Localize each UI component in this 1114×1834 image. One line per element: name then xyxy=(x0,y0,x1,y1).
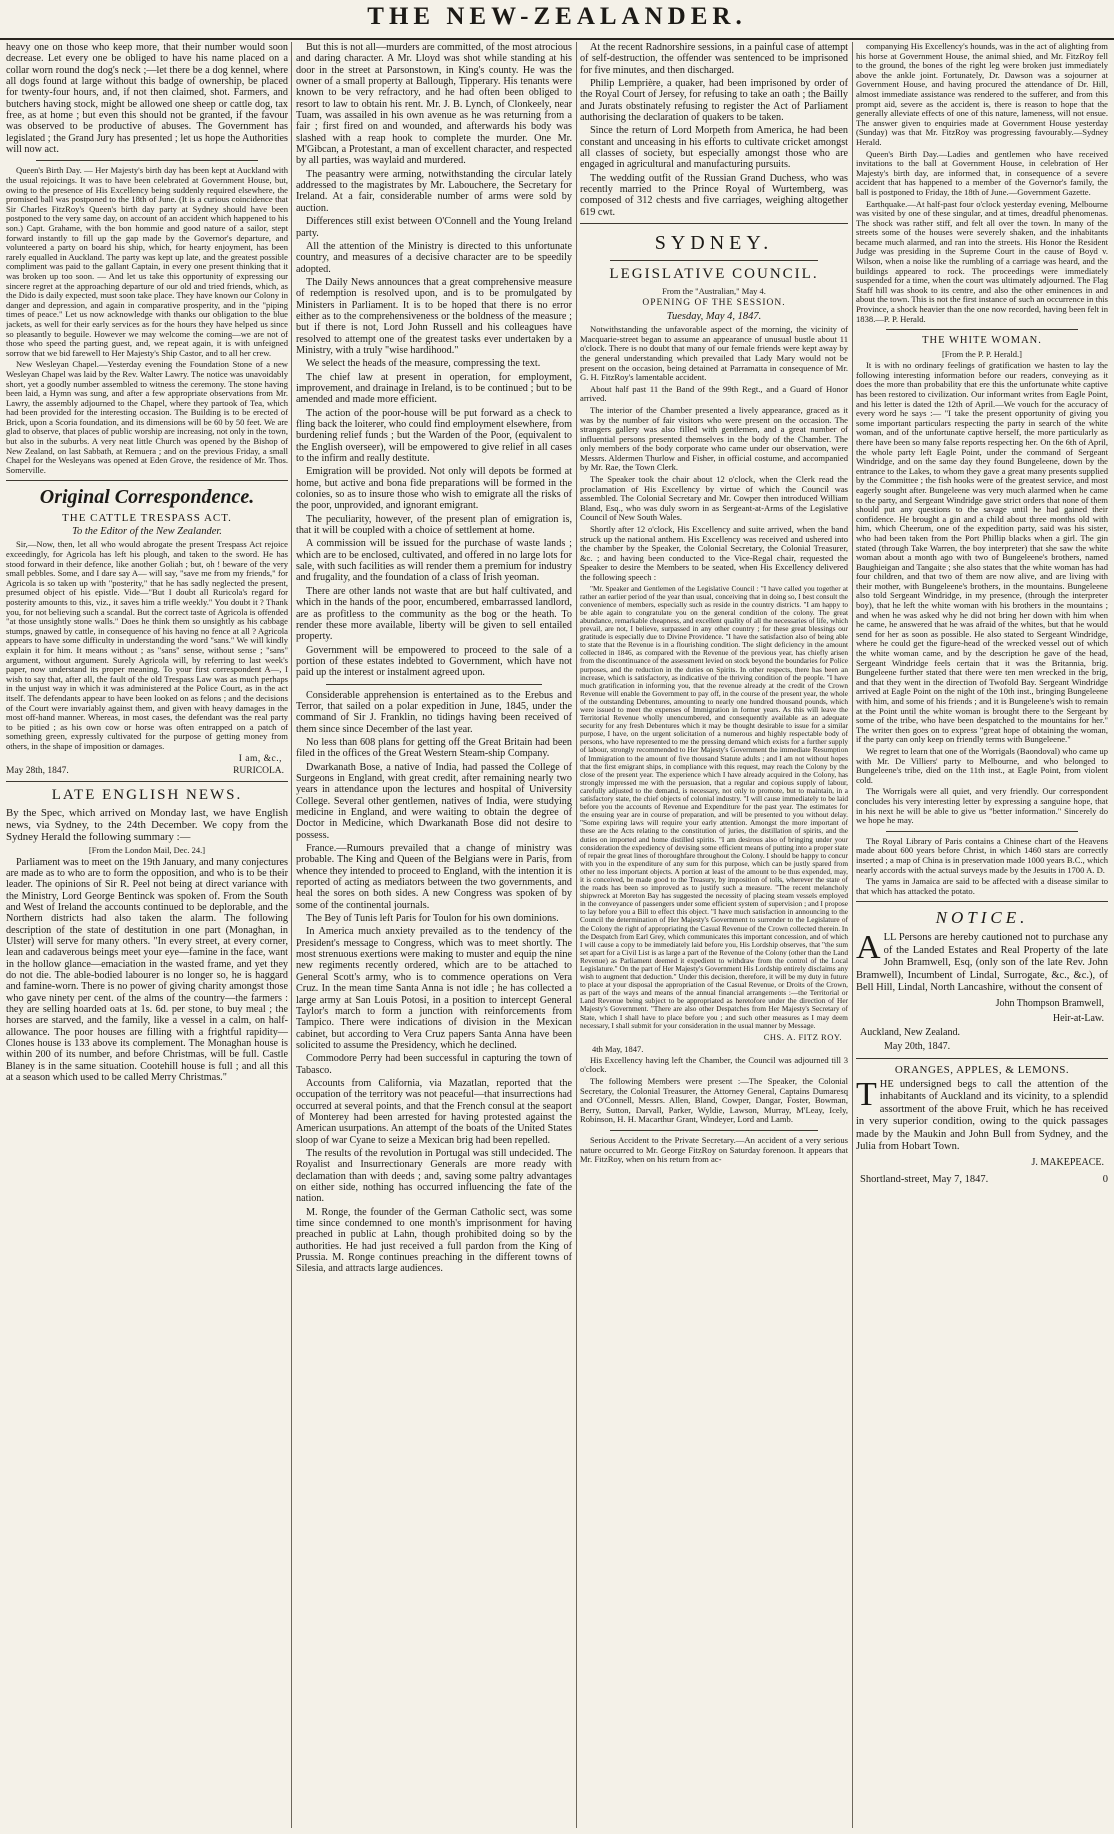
paragraph: Considerable apprehension is entertained as to the Erebus and Terror, that sailed on a polar expedition in June, 1845, under the command of Sir J. Franklin, no tidings having been received of them since since December of the last year. xyxy=(296,689,572,735)
divider xyxy=(326,684,542,685)
paragraph: M. Ronge, the founder of the German Catholic sect, was some time since condemned to one month's imprisonment for having preached in public at Lahn, though prohibited doing so by the authorities. He had just received a full pardon from the King of Prussia. M. Ronge continues preaching in the different towns of Silesia, and attracts large audiences. xyxy=(296,1206,572,1275)
notice-signature-name: John Thompson Bramwell, xyxy=(995,997,1104,1009)
late-news-body: Parliament was to meet on the 19th January, and many conjectures are made as to who are to form the opposition, and who is to be their leader. The opinions of Sir R. Peel not being at direct variance with the Ministry, Lord George Bentinck was spoken of. From the South and West of Ireland the accounts continued to be deplorable, and the Northern districts had also taken the alarm. The following description of the state of destitution in one part (Monaghan, in Ulster) will serve for many others. "In every street, at every corner, lean and cadaverous beings meet your eye—famine in the face, want in the hollow glance—emaciation in the wasted frame, and yet they do not die. The able-bodied labourer is no longer so, he is haggard and famine-worn. There is no power of giving charity amongst those who gave ninety per cent. of the alms of the country—the farmers : they are selling hoarded oats at 1s. 6d. per stone, to buy meal ; the horses are starved, and the family, like a vessel in a calm, on half-allowance. The poor houses are filling with a frightful rapidity—Clones house is 133 above its complement. The Monaghan house is within 200 of its number, and before Christmas, will be full. Castle Blaney is in the same situation. Cootehill house is full ; and all this at a season which used to be called Merry Christmas." xyxy=(6,856,288,1084)
paragraph: A commission will be issued for the purchase of waste lands ; which are to be enclosed, cultivated, and offered in no large lots for sale, with such facilities as will render them a premium for industry and frugality, and the foundation of a class of Irish yeoman. xyxy=(296,538,572,584)
paragraph: The Speaker took the chair about 12 o'clock, when the Clerk read the proclamation of His Excellency by virtue of which the Council was assembled. The Colonial Secretary and Mr. Cowper then introduced William Bland, Esq., who was duly sworn in as Sergeant-at-Arms of the Legislative Council of New South Wales. xyxy=(580,474,848,523)
paragraph: Government will be empowered to proceed to the sale of a portion of these estates indebted to Government, which have not paid up the interest or instalment agreed upon. xyxy=(296,644,572,679)
paragraph: Queen's Birth Day.—Ladies and gentlemen who have received invitations to the ball at Government House, in celebration of Her Majesty's birth day, are informed that, in consequence of a severe accident that has happened to a member of the Governor's family, the ball is postponed to Friday, the 18th of June.—Government Gazette. xyxy=(856,148,1108,197)
masthead xyxy=(0,0,1114,40)
column-1 xyxy=(6,42,288,1828)
divider xyxy=(610,1130,818,1131)
late-news-intro: By the Spec, which arrived on Monday last, we have English news, via Sydney, to the 24th December. We copy from the Sydney Herald the following summary :— xyxy=(6,806,288,843)
section-header-correspondence: Original Correspondence. xyxy=(39,486,255,509)
advertiser-address: Shortland-street, May 7, 1847. xyxy=(860,1173,989,1185)
notice-advertisement xyxy=(856,908,1108,1053)
paragraph: companying His Excellency's hounds, was in the act of alighting from his horse at Government House, the animal shied, and Mr. FitzRoy fell to the ground, the bones of the right leg were broken just immediately above the ankle joint. Fortunately, Dr. Dawson was a sojourner at Government House, and having procured the attendance of Dr. Hill, almost immediate assistance was rendered to the sufferer, and from this prompt aid, severe as the accident is, there is reason to hope that the generally alleviate effects of one of this nature, lameness, will not ensue. The answer given to enquiries made at Government House yesterday (Sunday) was that Mr. FitzRoy was progressing favourably.—Sydney Herald. xyxy=(856,42,1108,147)
paragraph: The interior of the Chamber presented a lively appearance, graced as it was by the number of fair visitors who were present on the occasion. The strangers gallery was also filled with gentlemen, and a great number of influential persons presented themselves in the body of the Chamber. The only members of the body corporate who came under our observation, were Messrs. Aldermen Thurlow and Fisher, in official costume, and accompanied by Mr. Rae, the Town Clerk. xyxy=(580,404,848,473)
section-header-sydney: SYDNEY. xyxy=(654,232,774,255)
paragraph: No less than 608 plans for getting off the Great Britain had been filed in the offices of the Great Western Steam-ship Company. xyxy=(296,736,572,760)
paragraph: Dwarkanath Bose, a native of India, had passed the College of Surgeons in England, with great credit, after remaining nearly two years in attendance upon the lectures and hospital of University College. Several other gentlemen, natives of India, were studying medicine in England, and were waiting to obtain the degree of Doctor in Medicine, which Dwarkanath Bose did not desire to possess. xyxy=(296,761,572,841)
divider xyxy=(856,1058,1108,1059)
paragraph: The following Members were present :—The Speaker, the Colonial Secretary, the Colonial Treasurer, the Attorney General, Captains Dumaresq and O'Connell, Messrs. Allen, Bland, Cowper, Dangar, Foster, Bowman, Berry, Sutton, Darvall, Parker, Wyldie, Lawson, Murray, M'Leay, Icely, Robinson, H. H. Macarthur Grant, Windeyer, Lord and Lamb. xyxy=(580,1075,848,1125)
column-rule xyxy=(291,42,292,1828)
advertisement-footer xyxy=(860,1174,1108,1185)
paragraph: The Royal Library of Paris contains a Chinese chart of the Heavens made about 600 years before Christ, in which 1460 stars are correctly inserted ; a map of China is in preservation made 1000 years B.C., which nearly accords with the actual surveys made by the Jesuits in 1700 A. D. xyxy=(856,835,1108,875)
paragraph: Emigration will be provided. Not only will depots be formed at home, but active and bona fide preparations will be formed in the colonies, so as to insure those who wish to emigrate all the risks of the poor, unprovided, and ignorant emigrant. xyxy=(296,466,572,512)
paragraph: Notwithstanding the unfavorable aspect of the morning, the vicinity of Macquarie-street began to assume an appearance of unusual bustle about 11 o'clock. There is no doubt that many of our female friends were kept away by the general understanding which prevailed that Lady Mary would not be present on the occasion, being detained at Parramatta in consequence of Mr. G. H. FitzRoy's lamentable accident. xyxy=(580,324,848,383)
fruit-advertisement-body: HE undersigned begs to call the attention of the inhabitants of Auckland and its vicinity, to a splendid assortment of the above Fruit, which he has received in very superior condition, owing to the quick passages made by the Maukin and John Bull from Sydney, and the Julia from Hobart Town. xyxy=(856,1078,1108,1153)
column-4 xyxy=(856,42,1108,1828)
notice-date: May 20th, 1847. xyxy=(884,1040,951,1052)
notice-body: LL Persons are hereby cautioned not to purchase any of the Landed Estates and Real Property of the late John Bramwell, Esq, (only son of the late Rev. John Bramwell), Incumbent of Lindal, Surrogate, &c., &c.), of Bell Hill, Lindal, North Lancashire, without the consent of xyxy=(856,932,1108,994)
paragraph: Philip Lemprière, a quaker, had been imprisoned by order of the Royal Court of Jersey, for refusing to take an oath ; the Bailly and Jurats obstinately refusing to register the Act of Parliament authorising the declaration of quakers to be taken. xyxy=(580,78,848,124)
white-woman-article: It is with no ordinary feelings of gratification we hasten to lay the following interesting information before our readers, conveying as it does the more than probability that ere this the unfortunate white captive has been restored to civilization. Our informant writes from Eagle Point, and his letter is dated the 12th of April.—We vouch for the accuracy of every word he says :— "I take the present opportunity of giving you some important particulars respecting the party in search of the white woman, and of the unfortunate captive herself, the more particularly as there have been so many false reports respecting her. On the 6th of April, the whole party left Eagle Point, under the command of Sergeant Windridge, and on the same day they found Bungeleene, down by the entrance to the Lakes, to whom they gave a great many presents supplied by the Committee ; the fish hooks were of the greatest service, and most eagerly sought after. Bungeleene was very much alarmed when he came to the party, and Sergeant Windridge gave strict orders that none of them should put any questions to the savage until he had gained their confidence. He brought a gin and a child about three months old with him, which Cheerum, one of the expedition party, said was his sister, who had been taken from the Port Phillip blacks when a girl. The gin stated (through Take Warren, the boy interpreter) that she saw the white woman about a month ago with two of Bungeleene's brothers, named Baughieigan and Tangaite ; she also states that the white woman has had four children, and that two of them are now alive, and are living with their mother, with Bungeleene's brothers, in the mountains. Bungeleene also told Sergeant Windridge, in my presence, (through the interpreter boy), that he left the white woman with his brothers in the mountains ; and when he was asked why he did not bring her down with him when he came, he answered that he was afraid of the whites, but that he would send for her as soon as possible. He also stated to Sergeant Windridge, where he could get the figure-head of the wrecked vessel out of which the white woman came, and by the description he gave of the head, Sergeant Windridge feels certain that it was the Britannia, brig. Bungeleene further stated that there were ten men wrecked in the brig, and that they went in the direction of Twofold Bay. Sergeant Windridge arrived at Eagle Point on the night of the 10th inst., bringing Bungeleene with him, and some of his friends ; and it is Bungeleene's wish to remain at the Point until the white woman is brought there to the Sergeant by some of the tribe, who have been despatched to the mountains for her." The writer then goes on to express "great hope of obtaining the woman, if the party can only keep on friendly terms with Bungeleene." xyxy=(856,360,1108,745)
paragraph: Differences still exist between O'Connell and the Young Ireland party. xyxy=(296,216,572,239)
divider xyxy=(886,831,1078,832)
paragraph: France.—Rumours prevailed that a change of ministry was probable. The King and Queen of the Belgians were in Paris, from whence they intended to proceed to England, with the intention it is reported of acting as mediators between the two governments, and heal the sores on both sides. A new Congress was spoken of by some of the continental journals. xyxy=(296,843,572,911)
divider xyxy=(580,223,848,224)
paragraph: But this is not all—murders are committed, of the most atrocious and daring character. A Mr. Lloyd was shot while standing at his door in the street at Parsonstown, in King's county. He was the owner of a small property at Ballough, Tipperary. His tenants were known to be very refractory, and he had often been obliged to resort to law to obtain his rent. Mr. J. B. Lynch, of Clonkeely, near Tuam, was assailed in his own avenue as he was returning from a fair ; first fired on and wounded, and afterwards his body was slashed with a reap hook to complete the murder. One Mr. M'Gibcan, a Protestant, a man of excellent character, and respected by all parties, was waylaid and murdered. xyxy=(296,42,572,167)
article-title: LEGISLATIVE COUNCIL. xyxy=(609,266,819,283)
letter-closing: I am, &c., xyxy=(238,753,282,764)
paragraph: Since the return of Lord Morpeth from America, he had been constant and unceasing in his efforts to cultivate cricket amongst all classes of society, but especially amongst those who are engaged in agricultural and manufacturing pursuits. xyxy=(580,125,848,171)
paragraph: The action of the poor-house will be put forward as a check to fling back the loiterer, who could find employment elsewhere, from burdening relief funds ; but the Warden of the Poor, (equivalent to the English overseer), will be empowered to give relief in all cases to the infirm and really destitute. xyxy=(296,407,572,465)
notice-place: Auckland, New Zealand. xyxy=(860,1026,960,1038)
paragraph: His Excellency having left the Chamber, the Council was adjourned till 3 o'clock. xyxy=(580,1054,848,1075)
advertisement-title: ORANGES, APPLES, & LEMONS. xyxy=(894,1063,1070,1076)
wesleyan-chapel-article: New Wesleyan Chapel.—Yesterday evening the Foundation Stone of a new Wesleyan Chapel was laid by the Rev. Walter Lawry. The notice was unavoidably short, yet a goodly number assembled to witness the ceremony. The stone having been laid, a Hymn was sung, and after a few appropriate observations from Mr. Lawry, the assembly adjourned to the Chapel, where they partook of Tea, which had been provided for the interesting occasion. The Building is to be erected of Brick, upon a Scoria foundation, and its dimensions will be 60 by 50 feet. We are glad to observe, that places of public worship are increasing, not only in the town, but also in the suburbs. A very neat little Church was opened by the Bishop of New Zealand, on last Sabbath, at Remuera ; and on the previous Friday, a small Chapel for the Wesleyans was opened at Eden Grove, the residence of Mr. Thos. Somerville. xyxy=(6,359,288,475)
paragraph: There are other lands not waste that are but half cultivated, and which in the hands of the poor, encumbered, embarrassed landlord, are as profitless to the community as the bog or the heath. To render these more available, liberty will be given to sell entailed property. xyxy=(296,585,572,643)
paragraph: The Worrigals were all quiet, and very friendly. Our correspondent concludes his very interesting letter by expressing a sanguine hope, that in his next he will be able to give us "better information." Sincerely do we hope he may. xyxy=(856,786,1108,826)
queens-birthday-article: Queen's Birth Day. — Her Majesty's birth day has been kept at Auckland with the usual rejoicings. It was to have been celebrated at Government House, but, owing to the presence of His Excellency being suddenly required elsewhere, the promised ball was postponed to the 18th of June. (It is a curious coincidence that Sir Charles FitzRoy's Queen's birth day party at Sydney should have been postponed to the very same day, on account of an accident which happened to his son.) Capt. Grahame, with the bon hommie and good nature of a sailor, stept forward instantly to fill up the gap made by the Governor's departure, and volunteered a party on board his ship, which, for hearty enjoyment, has been rarely equalled in Auckland. The party was kept up late, and the greatest possible compliment was paid to the gallant Captain, in every one present thinking that it was broken up too soon. — And let us take this opportunity of expressing our sincere regret at the approaching departure of our old and tried friends, which, as the Dido is daily expected, must soon take place. They have known our Colony in danger and depression, and again in comparative prosperity, and in the "piping times of peace." Let us now acknowledge with thanks our obligation to the blue jackets, as well for their early services as for the hours they have helped us since so pleasantly to beguile. However we may welcome the coming—we are not of those who speed the parting guest, and, we repeat again, it is with unfeigned sorrow that we bid farewell to Her Majesty's Ship Castor, and to all her crew. xyxy=(6,165,288,358)
paragraph: At the recent Radnorshire sessions, in a painful case of attempt of self-destruction, the offender was sentenced to be imprisoned for five minutes, and then discharged. xyxy=(580,42,848,76)
notice-signature-role: Heir-at-Law. xyxy=(1052,1012,1104,1024)
column-rule xyxy=(852,42,853,1828)
newspaper-title: THE NEW-ZEALANDER. xyxy=(367,3,747,30)
news-source: From the "Australian," May 4. xyxy=(662,286,766,297)
paragraph: Earthquake.—At half-past four o'clock yesterday evening, Melbourne was visited by one of these singular, and at times, dreadful phenomenas. The shock was rather stiff, and felt all over the town. In many of the streets some of the houses were severely shaken, and the inhabitants became much alarmed, and ran into the streets. His Honor the Resident Judge was presiding in the Supreme Court in the cause of Boyd v. Wilson, when a noise like the rumbling of a carriage was heard, and the buildings appeared to rock. The proceedings were immediately suspended for a time, when the court was ultimately adjourned. The Flag Staff hill was shook to its centre, and also the other eminences in and about the town. This is not the first instance of such an occurrence in this Province, a shock heavier than the one now recorded, having been felt in 1838.—P. P. Herald. xyxy=(856,198,1108,324)
divider xyxy=(856,901,1108,902)
letter-salutation: To the Editor of the New Zealander. xyxy=(72,526,222,538)
letter-signature: RURICOLA. xyxy=(233,765,284,776)
advertiser-name: J. MAKEPEACE. xyxy=(1031,1156,1104,1168)
paragraph: The yams in Jamaica are said to be affected with a disease similar to that which has attacked the potato. xyxy=(856,876,1108,896)
article-subtitle: OPENING OF THE SESSION. xyxy=(642,298,786,309)
divider xyxy=(886,329,1078,330)
divider xyxy=(610,260,818,261)
paragraph: All the attention of the Ministry is directed to this unfortunate country, and measures of a decisive character are to be speedily adopted. xyxy=(296,240,572,275)
paragraph: The results of the revolution in Portugal was still undecided. The Royalist and Insurrectionary Generals are more ready with declamation than with deeds ; and, saving some paltry advantages on either side, nothing has occurred influencing the fate of the nation. xyxy=(296,1147,572,1205)
article-title: THE WHITE WOMAN. xyxy=(922,335,1042,347)
paragraph: The peculiarity, however, of the present plan of emigration is, that it will be coupled with a choice of settlement at home. xyxy=(296,513,572,537)
paragraph: In America much anxiety prevailed as to the tendency of the President's message to Congress, which was to meet shortly. The most strenuous exertions were making to muster and equip the nine new regiments recently ordered, which are to be attached to General Scott's army, who is to commence operations on Vera Cruz. In the mean time Santa Anna is not idle ; he has collected a large army at San Louis Potosi, in a position to intercept General Taylor's march to form a junction with reinforcements from Tampico. There were indications of division in the Mexican cabinet, but according to Vera Cruz papers Santa Anna have been solicited to assume the Presidency, which he declined. xyxy=(296,926,572,1051)
paragraph: We select the heads of the measure, compressing the text. xyxy=(306,358,541,370)
dog-tax-paragraph: heavy one on those who keep more, that their number would soon decrease. Let every one be obliged to have his name placed on a collar worn round the dog's neck ;—let there be a dog kennel, where all dogs found at large without this badge of ownership, be placed for twenty-four hours, and, if not then claimed, shot. Farmers, and butchers having stock, might be allowed one sheep or cattle dog, tax free, as at home ; but even this should not be granted, if the favour was observed to be productive of abuses. The Government has legislated ; the Grand Jury has presented ; let us hope the Authorities will now act. xyxy=(6,42,288,156)
governor-speech: "Mr. Speaker and Gentlemen of the Legislative Council : "I have called you together at rather an earlier period of the year than usual, conceiving that in doing so, I best consult the convenience of members, especially such as reside in the country districts. "I am happy to be able again to congratulate you on the general condition of the colony. The great abundance, remarkable cheapness, and excellent quality of all the necessaries of life, which prevail, are not, I believe, surpassed in any other country ; for these great blessings our gratitude is especially due to Divine Providence. "I have the satisfaction also of being able to state that the Revenue is in a flourishing condition. The slight deficiency in the amount collected in 1846, as compared with the Revenue of the previous year, has chiefly arisen from the discontinuance of the assessment levied on stock beyond the boundaries for Police purposes, and the reduction in the duties on Spirits. In other respects, there has been an increase, which is satisfactory, as indicative of the thriving condition of the people. "I have much gratification in informing you, that the revenue already at the credit of the Crown Revenue will enable the Government to pay off, in the course of the present year, the whole of the outstanding Debentures, amounting to nearly one hundred thousand pounds, which were issued to meet the expenses of Immigration in former years. As this will leave the Territorial Revenue wholly unencumbered, and consequently available as an adequate security for any fresh Debentures which it may be thought desirable to issue for a similar purpose, I have, on the urgent solicitation of a numerous and highly respectable body of persons, who have represented to me the pressing demand which exists for a further supply of labour, strongly recommended to Her Majesty's Government the immediate Resumption of Immigration to the amount of five thousand Statute adults ; and I am not without hopes that the first emigrant ships, in compliance with this request, may reach the Colony by the close of the present year. The experience which I have already acquired in the Colony, has strongly impressed me with the persuasion, that a regular and copious supply of labour, carefully adjusted to the demand, is necessary, not only to promote, but to maintain, in a satisfactory state, the chief objects of colonial industry. "I will cause immediately to be laid before you the accounts of Revenue and Expenditure for the past year. The estimates for the ensuing year are in course of preparation, and will be presented to you without delay. "Some expiring laws will require your early attention. Amongst the more important of these are the Acts relating to the constitution of juries, the distillation of spirits, and the duties on imported and home distilled spirits. "I am desirous also of bringing under your consideration the expediency of devising some efficient means of putting into a proper state of repair the great lines of thoroughfare throughout the Colony. I should be happy to concur with you in the expenditure of any sum for this purpose, which can be justly spared from other no less important objects. A portion at least of the amount to be thus expended, may, it is conceived, be made good to the Treasury, by imposition of tolls, wherever the state of the roads has been so improved as to justify such a measure. "The recent melancholy shipwreck at Moreton Bay has suggested the necessity of placing steam vessels employed in the conveyance of passengers under some efficient system of supervision ; and I propose to lay before you a Bill to effect this object. "I have much satisfaction in announcing to the Council the determination of Her Majesty's Government to surrender to the Legislature of the Colony the right of appropriating the Casual Revenue of the Crown collected therein. In the Despatch from Earl Grey, which communicates this important concession, and of which I will cause a copy to be immediately laid before you, His Lordship observes, that "the sum set apart for a Civil List is as large a part of the Revenue of the Colony (other than the Land Revenue) as Parliament deemed it expedient to withdraw from the control of the Local Legislature." On the part of Her Majesty's Government His Lordship entirely disclaims any wish to augment that deduction." Under this decision, therefore, it will be my duty in future to place at your disposal the appropriation of the Casual Revenue, or Droits of the Crown, as part of the ways and means of the annual financial arrangements :—the Territorial or Land Revenue being subject to be appropriated as heretofore under the direction of Her Majesty's Government. "There are also other Despatches from Her Majesty's Secretary of State, which I shall have to place before you ; and such other measures as I may deem necessary, I shall submit for your consideration in the usual manner by Message. xyxy=(580,583,848,1030)
paragraph: The wedding outfit of the Russian Grand Duchess, who was recently married to the Prince Royal of Wurtemberg, was composed of 312 chests and five carriages, weighing altogether 619 cwt. xyxy=(580,172,848,218)
fruit-advertisement xyxy=(856,1064,1108,1185)
paragraph: About half past 11 the Band of the 99th Regt., and a Guard of Honor arrived. xyxy=(580,383,848,404)
paragraph: The chief law at present in operation, for employment, improvement, and drainage in Ireland, is to be continued ; but to be amended and made more efficient. xyxy=(296,371,572,406)
news-source: [From the London Mail, Dec. 24.] xyxy=(88,844,206,855)
paragraph: The Daily News announces that a great comprehensive measure of redemption is resolved upon, and is to be promulgated by Ministers in Parliament. It is to be hoped that there is no error either as to the comprehensiveness or the boldness of the measure ; but if there is not, Lord John Russell and his colleagues have resolved to attempt one of the greatest tasks ever undertaken by a Ministry, with a truly "wise hardihood." xyxy=(296,276,572,356)
drop-cap: T xyxy=(856,1075,877,1113)
column-2 xyxy=(296,42,572,1828)
article-date: Tuesday, May 4, 1847. xyxy=(666,311,762,323)
article-title: THE CATTLE TRESPASS ACT. xyxy=(62,512,232,525)
speech-date: 4th May, 1847. xyxy=(592,1043,644,1054)
letter-footer xyxy=(6,766,284,776)
paragraph: The Bey of Tunis left Paris for Toulon for his own dominions. xyxy=(306,913,559,925)
speech-signature: CHS. A. FITZ ROY. xyxy=(763,1031,842,1042)
advertisement-title: NOTICE. xyxy=(935,908,1029,928)
letter-date: May 28th, 1847. xyxy=(6,765,69,776)
divider xyxy=(36,160,258,161)
divider xyxy=(6,480,288,481)
article-title: LATE ENGLISH NEWS. xyxy=(51,786,243,803)
column-rule xyxy=(576,42,577,1828)
column-3 xyxy=(580,42,848,1828)
paragraph: Serious Accident to the Private Secretary.—An accident of a very serious nature occurred to Mr. George FitzRoy on Saturday forenoon. It appears that Mr. FitzRoy, when on his return from ac- xyxy=(580,1134,848,1165)
paragraph: Commodore Perry had been successful in capturing the town of Tabasco. xyxy=(296,1053,572,1076)
paragraph: Shortly after 12 o'clock, His Excellency and suite arrived, when the band struck up the national anthem. His Excellency was received and ushered into the chamber by the Speaker, the Colonial Secretary, the Colonial Treasurer, &c. ; and having been conducted to the Vice-Regal chair, requested the Speaker to desire the Members to be seated, when His Excellency delivered the following speech : xyxy=(580,524,848,582)
trespass-letter-body: Sir,—Now, then, let all who would abrogate the present Trespass Act rejoice exceedingly, for Agricola has left his plough, and taken to the sword. He has stood forward in their defence, like another Goliah ; but, oh ! beware of the very small pebbles. Some, and I dare say A— will say, "save me from my friends," for Agricola is so taken up with "posterity," that he has sadly neglected the present, presumed object of his epistle. Vide—"But I doubt all Ruricola's regard for posterity amounts to this, viz., it saves him a trifle weekly." You doubt it ? Thank you, for not believing such a scandal. But the correct taste of Agricola is offended "at those unsightly stone walls." Does he think them so unsightly as his cabbage stumps, gnawed by cattle, in consequence of his having no fence at all ? Agricola appears to have some difficulty in understanding the word "sans." We will kindly explain it for him. It means without ; as "sans" sense, without sense ; "sans" argument, without argument. Surely Agricola will, by referring to last week's paper, now understand its proper meaning. To your first correspondent A—, I wish to say that, after all, the fault of the old Trespass Law was as much perhaps in the unjust way in which it was administered at the Police Court, as in the act itself. The defendants appear to have been looked on as felons ; and the decisions of the Court were invariably against them, and given with heavy damages in the most off-hand manner. Whereas, in most cases, the defendant was the real party to be pitied ; as his own cow or horse was often entrapped on a patch of something green, expressly cultivated for the purpose of getting money from others, in the shape of imposition or damages. xyxy=(6,539,288,751)
paragraph: Accounts from California, via Mazatlan, reported that the occupation of the territory was not peaceful—that insurrections had occurred at several points, and that the French consul at the seaport of Monterey had been arrested for having protested against the American usurpations. An attempt of the boats of the United States sloop of war Cyane to seize a Mexican brig had been repelled. xyxy=(296,1077,572,1146)
divider xyxy=(6,781,288,782)
news-source: [From the P. P. Herald.] xyxy=(941,349,1023,360)
paragraph: The peasantry were arming, notwithstanding the circular lately addressed to the magistrates by Mr. Labouchere, the Secretary for Ireland. At a fair, considerable number of arms were sold by auction. xyxy=(296,168,572,214)
paragraph: We regret to learn that one of the Worrigals (Baondoval) who came up with Mr. De Villiers' party to Melbourne, and who belonged to Bungeleene's tribe, died on the 11th inst., at Eagle Point, from violent cold. xyxy=(856,745,1108,785)
drop-cap: A xyxy=(856,929,881,967)
page-mark: 0 xyxy=(1102,1173,1108,1185)
